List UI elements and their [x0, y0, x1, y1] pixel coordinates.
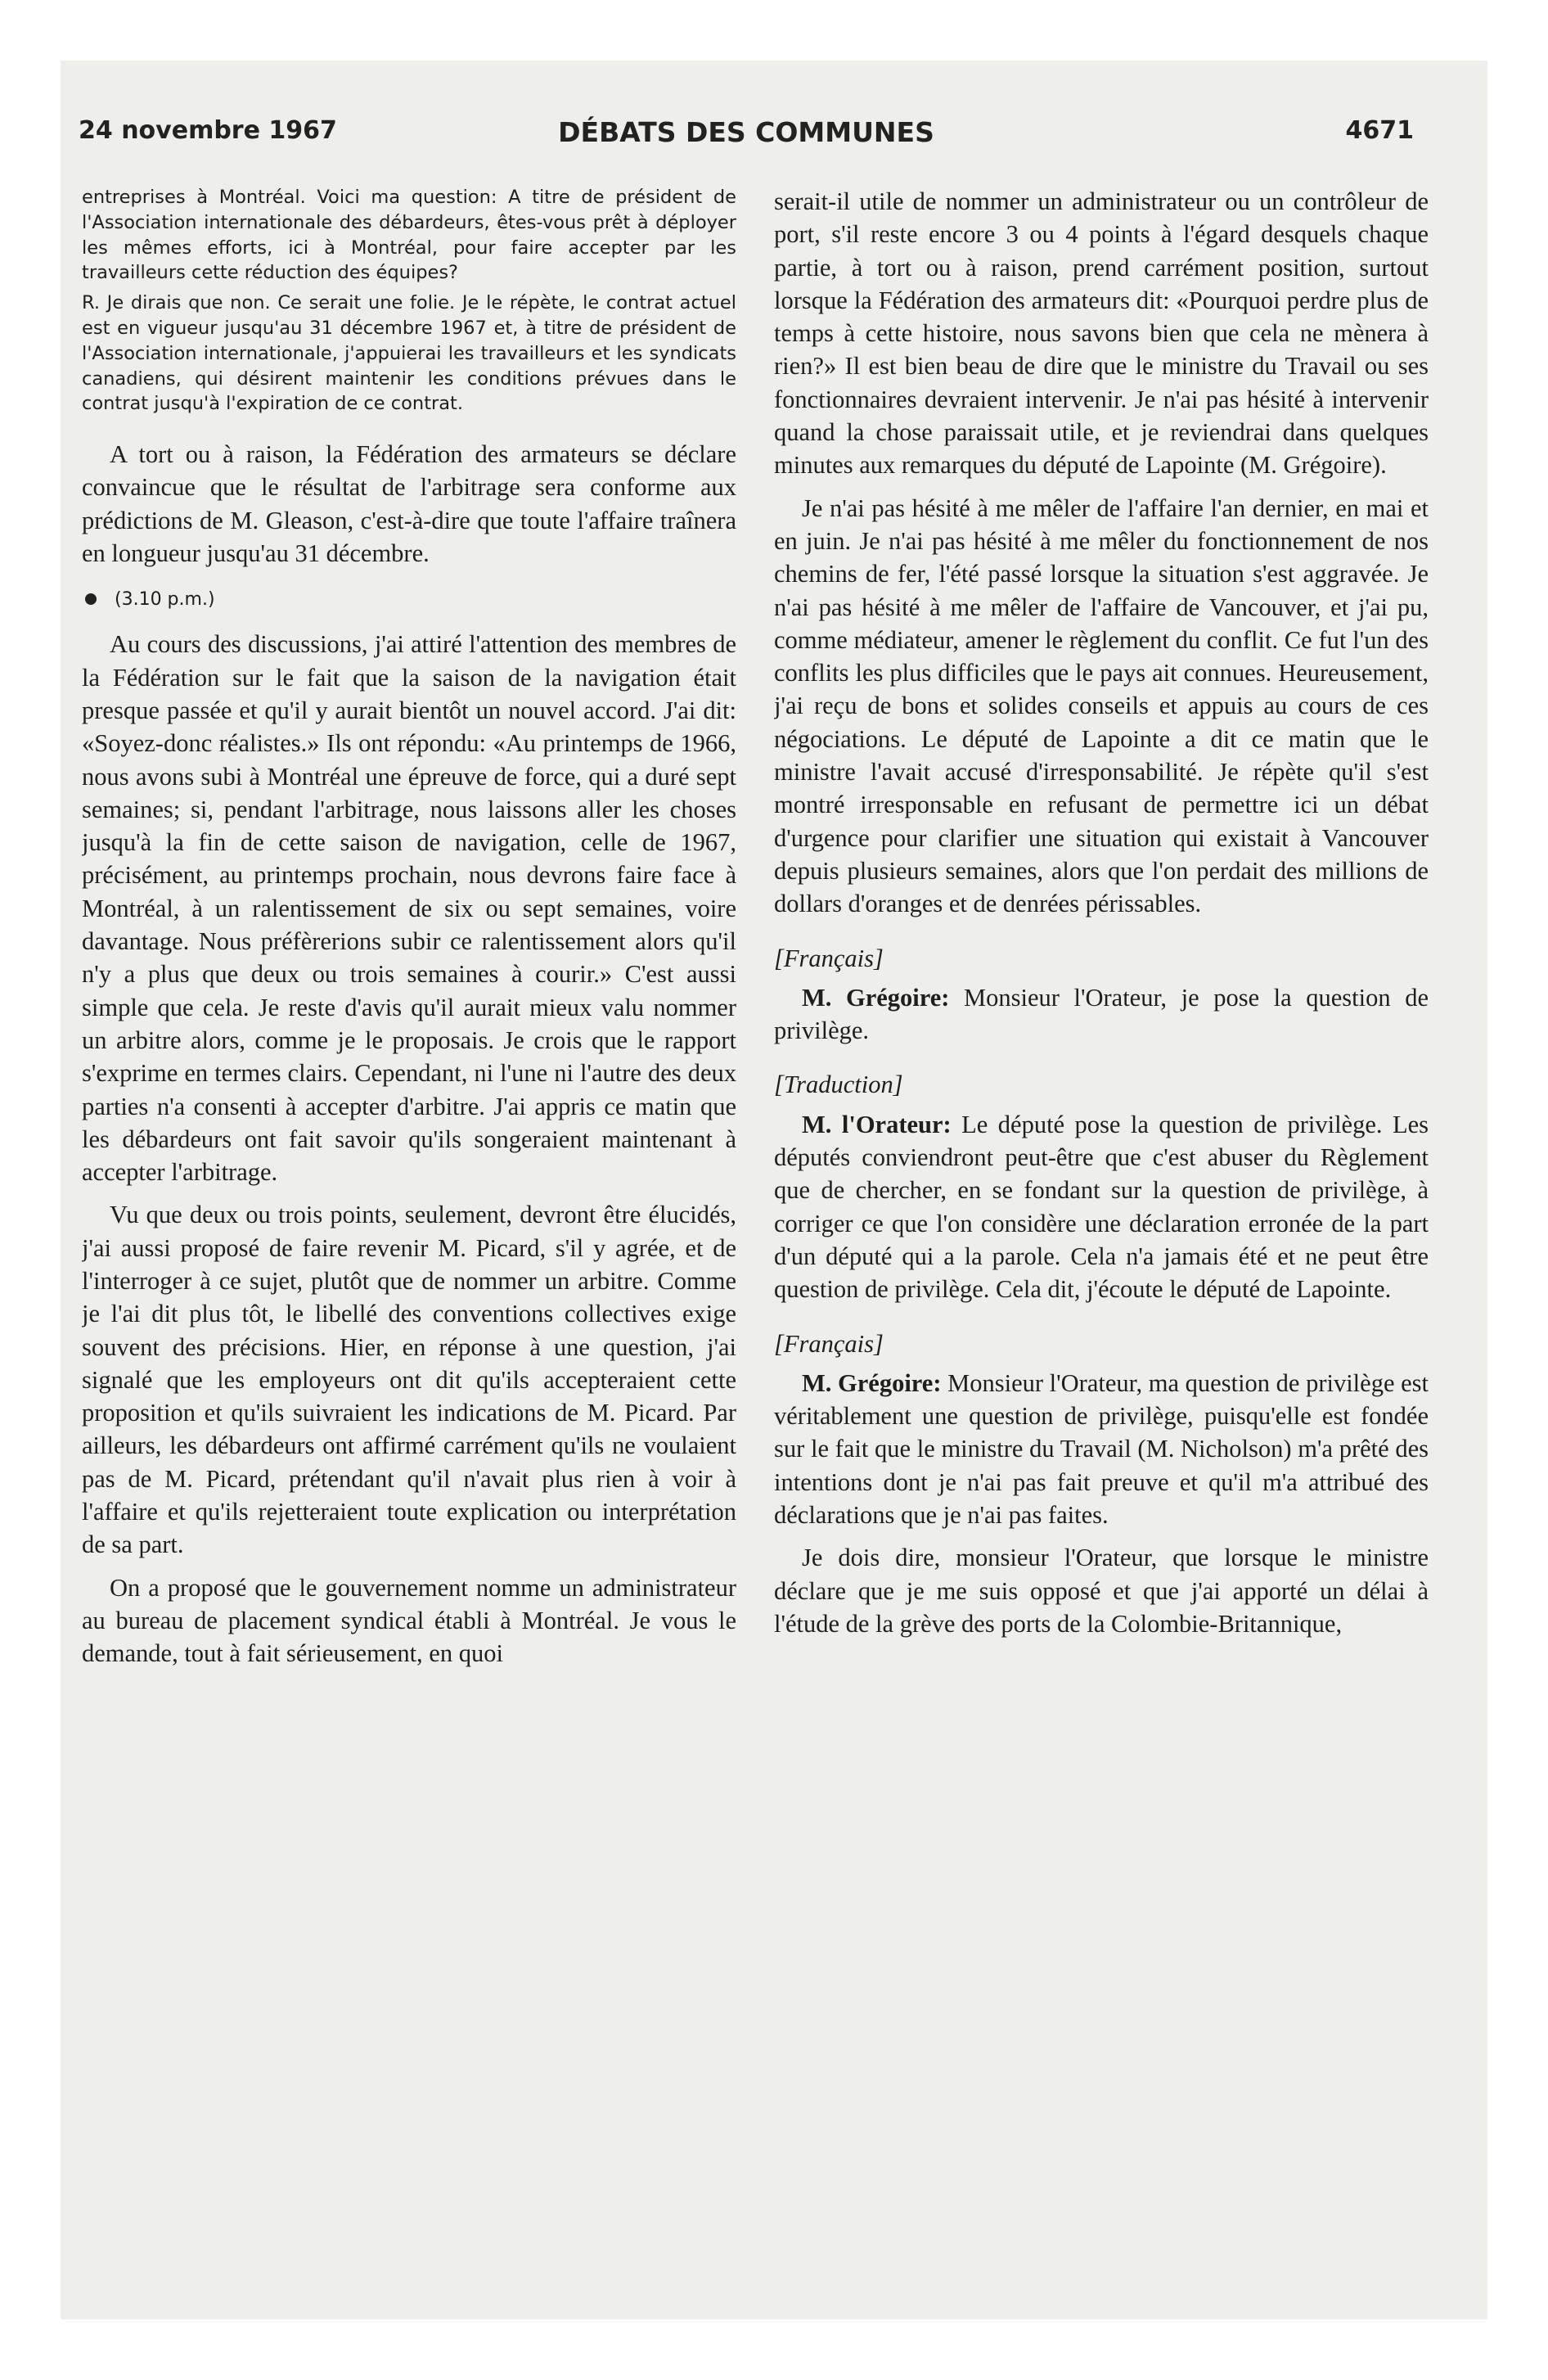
speech — [774, 981, 1429, 1048]
speech — [774, 1367, 1429, 1531]
speech-text: Monsieur l'Orateur, ma question de privilège est véritablement une question de privilège, puisqu'elle est fondée sur le fait que le ministre du Travail (M. Nicholson) m'a prêté des intentions dont je n'ai pas fait preuve et qu'il m'a attribué des déclarations que je n'ai pas faites. — [774, 1368, 1429, 1529]
paragraph: Vu que deux ou trois points, seulement, devront être élucidés, j'ai aussi proposé de faire revenir M. Picard, s'il y agrée, et de l'interroger à ce sujet, plutôt que de nommer un arbitre. Comme je l'ai dit plus tôt, le libellé des conventions collectives exige souvent des précisions. Hier, en réponse à une question, j'ai signalé que les employeurs ont dit qu'ils accepteraient cette proposition et qu'ils suivraient les indications de M. Picard. Par ailleurs, les débardeurs ont affirmé carrément qu'ils ne voulaient pas de M. Picard, prétendant qu'il n'avait plus rien à voir à l'affaire et qu'ils rejetteraient toute explication ou interprétation de sa part. — [82, 1201, 736, 1559]
speech-text: Monsieur l'Orateur, je pose la question de privilège. — [774, 983, 1429, 1045]
quoted-answer: R. Je dirais que non. Ce serait une folie. Je le répète, le contrat actuel est en vigueur jusqu'au 31 décembre 1967 et, à titre de président de l'Association internationale, j'appuierai les travailleurs et les syndicats canadiens, qui désirent maintenir les conditions prévues dans le contrat jusqu'à l'expiration de ce contrat. — [82, 292, 736, 415]
speech — [774, 1108, 1429, 1306]
paragraph: On a proposé que le gouvernement nomme un administrateur au bureau de placement syndical établi à Montréal. Je vous le demande, tout à fait sérieusement, en quoi — [82, 1573, 736, 1668]
header-title: DÉBATS DES COMMUNES — [558, 116, 934, 148]
bullet-icon — [85, 593, 97, 605]
language-marker: [Français] — [774, 1329, 884, 1358]
page-header — [79, 116, 1414, 154]
speaker-name: M. Grégoire: — [802, 1368, 942, 1397]
right-column — [774, 185, 1429, 2280]
paragraph: A tort ou à raison, la Fédération des armateurs se déclare convaincue que le résultat de l'arbitrage sera conforme aux prédictions de M. Gleason, c'est-à-dire que toute l'affaire traînera en longueur jusqu'au 31 décembre. — [82, 440, 736, 568]
paragraph: Je n'ai pas hésité à me mêler de l'affaire l'an dernier, en mai et en juin. Je n'ai pas hésité à me mêler du fonctionnement de nos chemins de fer, l'été passé lorsque la situation s'est aggravée. Je n'ai pas hésité à me mêler de l'affaire de Vancouver, et j'ai pu, comme médiateur, amener le règlement du conflit. Ce fut l'un des conflits les plus difficiles que le pays ait connues. Heureusement, j'ai reçu de bons et solides conseils et appuis au cours de ces négociations. Le député de Lapointe a dit ce matin que le ministre l'avait accusé d'irresponsabilité. Je répète qu'il s'est montré irresponsable en refusant de permettre ici un débat d'urgence pour clarifier une situation qui existait à Vancouver depuis plusieurs semaines, alors que l'on perdait des millions de dollars d'oranges et de denrées périssables. — [774, 494, 1429, 918]
time-label: (3.10 p.m.) — [115, 589, 215, 611]
language-marker: [Français] — [774, 944, 884, 972]
paragraph: Au cours des discussions, j'ai attiré l'attention des membres de la Fédération sur le fait que la saison de la navigation était presque passée et qu'il y aurait bientôt un nouvel accord. J'ai dit: «Soyez-donc réalistes.» Ils ont répondu: «Au printemps de 1966, nous avons subi à Montréal une épreuve de force, qui a duré sept semaines; si, pendant l'arbitrage, nous laissons aller les choses jusqu'à la fin de cette saison de navigation, celle de 1967, précisément, au printemps prochain, nous devrons faire face à Montréal, à un ralentissement de six ou sept semaines, voire davantage. Nous préfèrerions subir ce ralentissement alors qu'il n'y a plus que deux ou trois semaines à courir.» C'est aussi simple que cela. Je reste d'avis qu'il aurait mieux valu nommer un arbitre alors, comme je le proposais. Je crois que le rapport s'exprime en termes clairs. Cependant, ni l'une ni l'autre des deux parties n'a consenti à accepter d'arbitre. J'ai appris ce matin que les débardeurs ont fait savoir qu'ils songeraient maintenant à accepter l'arbitrage. — [82, 630, 736, 1187]
time-stamp — [82, 589, 736, 610]
paragraph: serait-il utile de nommer un administrateur ou un contrôleur de port, s'il reste encore 3 ou 4 points à l'égard desquels chaque partie, à tort ou à raison, prend carrément position, surtout lorsque la Fédération des armateurs dit: «Pourquoi perdre plus de temps à cette histoire, nous savons bien que cela ne mènera à rien?» Il est bien beau de dire que le ministre du Travail ou ses fonctionnaires devraient intervenir. Je n'ai pas hésité à intervenir quand la chose paraissait utile, et je reviendrai dans quelques minutes aux remarques du député de Lapointe (M. Grégoire). — [774, 187, 1429, 480]
quoted-question: entreprises à Montréal. Voici ma question: A titre de président de l'Association internationale des débardeurs, êtes-vous prêt à déployer les mêmes efforts, ici à Montréal, pour faire accepter par les travailleurs cette réduction des équipes? — [82, 187, 736, 284]
speech-text: Le député pose la question de privilège. Les députés conviendront peut-être que c'est abuser du Règlement que de chercher, en se fondant sur la question de privilège, à corriger ce que l'on considère une déclaration erronée de la part d'un député qui a la parole. Cela n'a jamais été et ne peut être question de privilège. Cela dit, j'écoute le député de Lapointe. — [774, 1110, 1429, 1304]
speaker-name: M. l'Orateur: — [802, 1110, 952, 1138]
language-marker: [Traduction] — [774, 1071, 903, 1099]
page-number: 4671 — [1345, 116, 1414, 145]
left-column — [82, 185, 736, 2280]
paragraph: Je dois dire, monsieur l'Orateur, que lorsque le ministre déclare que je me suis opposé et que j'ai apporté un délai à l'étude de la grève des ports de la Colombie-Britannique, — [774, 1544, 1429, 1638]
header-date: 24 novembre 1967 — [79, 116, 337, 145]
speaker-name: M. Grégoire: — [802, 983, 950, 1012]
